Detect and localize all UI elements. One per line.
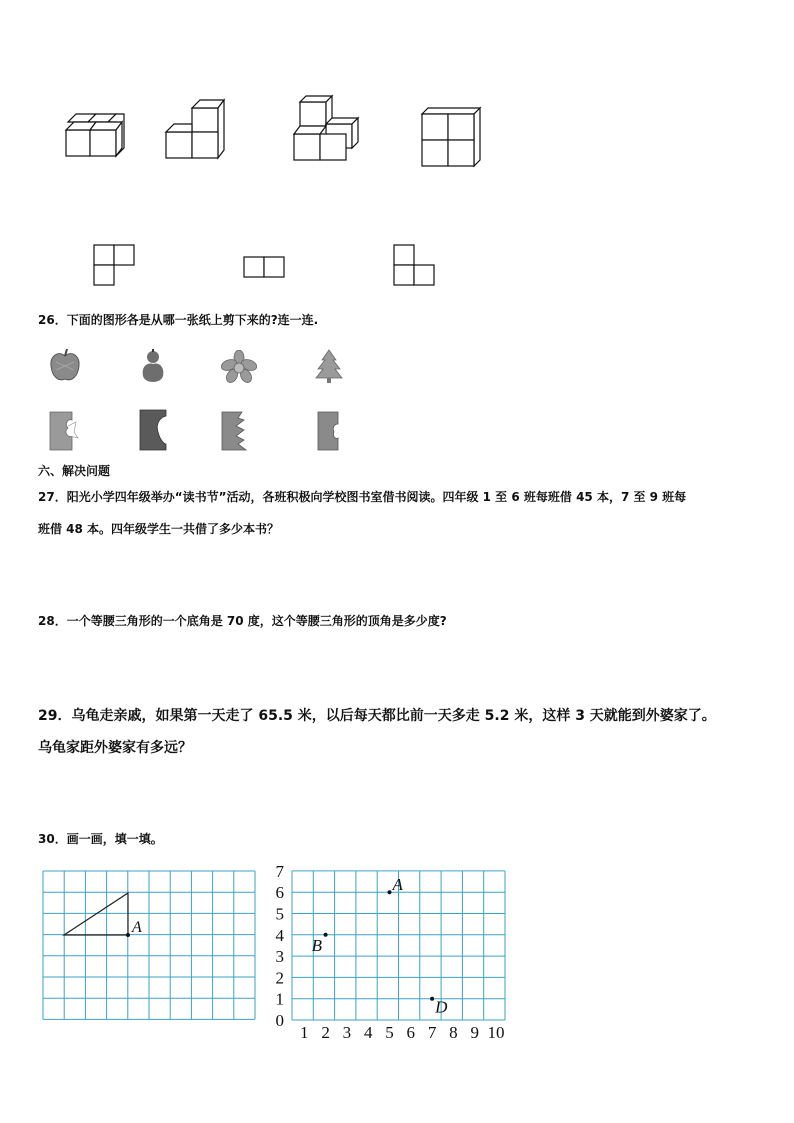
point-d-dot [430,997,434,1001]
cube-figure-1 [60,108,130,160]
y-tick-label: 7 [275,861,284,881]
point-a-dot [388,890,392,894]
question-29-line1: 29．乌龟走亲戚，如果第一天走了 65.5 米，以后每天都比前一天多走 5.2 米，这样 3 天就能到外婆家了。 [38,708,716,724]
point-a-label: A [392,875,403,895]
x-tick-label: 10 [487,1023,505,1042]
x-tick-label: 9 [470,1023,479,1042]
y-tick-label: 6 [275,883,284,903]
right-triangle [64,893,128,935]
y-tick-labels [276,862,285,1030]
section-heading-solve: 六、解决问题 [38,464,111,478]
point-a-label: A [132,919,142,936]
y-tick-label: 2 [275,968,284,988]
coordinate-grid [262,856,518,1042]
y-tick-label: 3 [275,947,284,967]
question-26: 26．下面的图形各是从哪一张纸上剪下来的?连一连. [38,313,319,327]
x-tick-label: 4 [363,1023,373,1042]
x-tick-label: 2 [321,1023,330,1042]
x-tick-label: 6 [406,1023,416,1042]
cube-figure-2 [162,98,230,162]
x-tick-labels [300,1023,504,1042]
flower-cutout-icon [221,350,257,384]
point-a-dot [126,933,130,937]
point-b-dot [324,933,328,937]
view-shape-1 [93,244,137,288]
point-d-label: D [435,997,448,1017]
question-29-line2: 乌龟家距外婆家有多远？ [38,740,192,756]
view-shape-3 [393,244,437,288]
question-30: 30．画一画，填一填。 [38,832,163,846]
paper-sheet-1-icon [48,410,82,452]
x-tick-label: 7 [427,1023,437,1042]
paper-sheet-2-icon [136,408,170,452]
view-shape-2 [243,256,287,278]
y-tick-label: 1 [275,989,284,1009]
y-tick-label: 0 [275,1011,284,1030]
x-tick-label: 5 [385,1023,394,1042]
y-tick-label: 4 [275,925,284,945]
cube-figure-4 [418,104,484,170]
x-tick-label: 3 [342,1023,352,1042]
question-27-line1: 27．阳光小学四年级举办“读书节”活动，各班积极向学校图书室借书阅读。四年级 1 至 6 班每班借 45 本，7 至 9 班每 [38,490,687,504]
tree-cutout-icon [314,348,344,384]
x-tick-label: 1 [300,1023,309,1042]
point-b-label: B [311,935,322,955]
question-28: 28．一个等腰三角形的一个底角是 70 度，这个等腰三角形的顶角是多少度? [38,614,447,628]
paper-sheet-3-icon [220,410,252,452]
cube-figure-3 [290,94,362,164]
y-tick-label: 5 [275,904,284,924]
gourd-cutout-icon [136,346,170,386]
x-tick-label: 8 [449,1023,458,1042]
left-grid-lines [43,871,255,1019]
question-27-line2: 班借 48 本。四年级学生一共借了多少本书？ [38,522,280,536]
paper-sheet-4-icon [316,410,348,452]
apple-cutout-icon [48,348,82,384]
plotted-points [312,875,449,1017]
triangle-grid [40,868,266,1024]
